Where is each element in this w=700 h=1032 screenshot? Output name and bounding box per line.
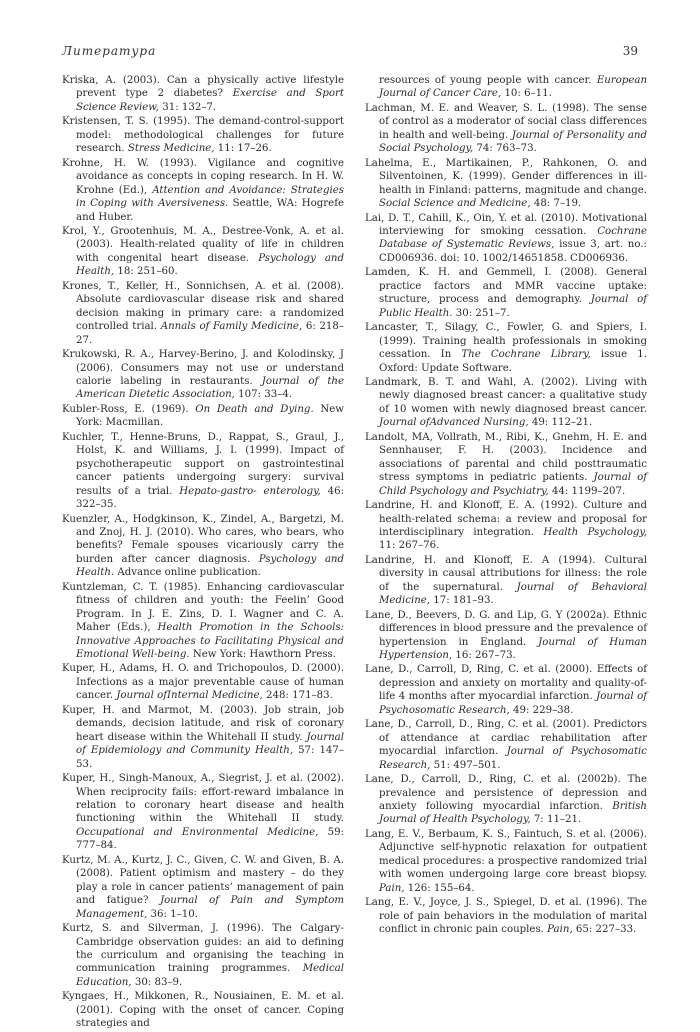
reference-details: issue 3, art. no.: CD006936. doi: 10. 1002/14651858. CD006936. [379,239,647,264]
reference-text: Kuper, H., Adams, H. O. and Trichopoulos, D. (2000). Infections as a major preventable cause of human cancer. [62,663,344,702]
reference-text: Lane, D., Carroll, D., Ring, C. et al. (2002b). The prevalence and persistence of depression and anxiety following myocardial infarction. [365,774,647,813]
reference-columns [62,74,647,1032]
reference-details: 31: 132–7. [159,101,217,113]
reference-source: Attention and Avoidance: Strategies in Coping with Aversiveness. [76,184,344,210]
reference-entry [365,718,647,772]
reference-source: The Cochrane Library, [461,349,591,361]
reference-source: Journal of Pain and Symptom Management, [76,895,345,920]
reference-entry [365,376,647,430]
reference-source: Journal of the American Dietetic Association, [76,375,344,401]
reference-entry [62,662,344,702]
reference-details: 36: 1–10. [147,908,198,920]
reference-text: Krukowski, R. A., Harvey-Berino, J. and Kolodinsky, J (2006). Consumers may not use or understand calorie labeling in restaurants. [62,349,344,387]
reference-text: Kubler-Ross, E. (1969). [62,403,196,415]
reference-text: Kuenzler, A., Hodgkinson, K., Zindel, A., Bargetzi, M. and Znoj, H. J. (2010). Who cares, who bears, who benefits? Female spouses vicariously carry the burden after cancer diagnosis. [62,513,344,565]
reference-entry [62,74,344,114]
reference-entry [62,513,344,580]
reference-entry [62,348,344,402]
reference-entry [62,225,344,279]
reference-entry [62,922,344,989]
reference-source: Annals of Family Medicine, [160,321,303,333]
reference-entry [62,704,344,771]
reference-source: Hepato-gastro- enterology, [179,485,321,497]
reference-column-left [62,74,344,1032]
reference-text: resources of young people with cancer. [379,75,597,86]
reference-column-right [365,74,647,1032]
reference-details: 44: 1199–207. [548,485,626,497]
reference-details: 46: 322–35. [76,485,344,511]
reference-source: Occupational and Environmental Medicine, [76,826,319,838]
reference-entry [62,157,344,224]
reference-source: Journal of Psychosomatic Research, [379,691,647,716]
reference-entry [365,663,647,717]
reference-text: Lane, D., Carroll, D, Ring, C. et al. (2000). Effects of depression and anxiety on mortality and quality-of-life 4 months after myocardial infarction. [365,664,647,703]
reference-entry [365,499,647,553]
reference-source: On Death and Dying. [195,403,314,415]
reference-entry [365,773,647,827]
reference-details: 16: 267–73. [452,650,516,662]
reference-source: Pain, [379,882,405,894]
reference-text: Krones, T., Keller, H., Sonnichsen, A. et al. (2008). Absolute cardiovascular disease risk and shared decision making in primary care: a randomized controlled trial. [62,280,344,333]
reference-text: Lahelma, E., Martikainen, P., Rahkonen, O. and Silventoinen, K. (1999). Gender differences in ill-health in Finland: patterns, magnitude and change. [365,157,647,196]
reference-details: 30: 251–7. [452,307,510,319]
reference-source: Journal of Public Health. [379,294,648,319]
reference-text: Lancaster, T., Silagy, C., Fowler, G. and Spiers, I. (1999). Training health professionals in smoking cessation. In [365,322,647,361]
reference-text: Lai, D. T., Cahill, K., Oin, Y. et al. (2010). Motivational interviewing for smoking cessation. [365,212,647,237]
reference-source: Health Promotion in the Schools: Innovative Approaches to Facilitating Physical and Emotional Well-being. [76,622,344,661]
reference-details: Advance online publication. [114,567,261,579]
reference-source: Stress Medicine, [127,143,215,155]
reference-details: 11: 17–26. [214,143,272,155]
reference-details: 74: 763–73. [473,143,537,155]
reference-source: Psychology and Health. [76,553,344,579]
reference-text: Kyngaes, H., Mikkonen, R., Nousiainen, E. M. et al. (2001). Coping with the onset of cancer. Coping strategies and [62,991,344,1030]
reference-details: 65: 227–33. [572,924,637,936]
reference-text: Lang, E. V., Joyce, J. S., Spiegel, D. et al. (1996). The role of pain behaviors in the modulation of marital conflict in chronic pain couples. [365,897,647,936]
reference-entry [365,431,647,498]
running-head [62,44,638,58]
running-title: Литература [62,44,157,58]
reference-text: Landrine, H. and Klonoff, E. A. (1992). Culture and health-related schema: a review and proposal for interdisciplinary integration. [365,500,647,538]
reference-details: issue 1. Oxford: Update Software. [379,349,647,374]
reference-entry [365,102,647,156]
reference-source: Journal ofAdvanced Nursing, [379,417,529,429]
reference-details: 49: 112–21. [528,417,593,429]
reference-details: 30: 83–9. [131,976,183,988]
reference-source: Health Psychology, [543,526,647,538]
reference-source: Journal of Psychosomatic Research, [379,746,648,771]
reference-text: Kurtz, M. A., Kurtz, J. C., Given, C. W. and Given, B. A. (2008). Patient optimism and mastery – do they play a role in cancer patients’ management of pain and fatigue? [62,854,344,907]
reference-entry [365,266,647,320]
reference-entry [365,896,647,936]
reference-entry [62,403,344,430]
reference-text: Landrine, H. and Klonoff, E. A (1994). Cultural diversity in causal attributions for illness: the role of the supernatural. [365,554,647,593]
reference-text: Krohne, H. W. (1993). Vigilance and cognitive avoidance as concepts in coping research. In H. W. Krohne (Ed.), [62,157,344,196]
reference-text: Kuchler, T., Henne-Bruns, D., Rappat, S., Graul, J., Holst, K. and Williams, J. I. (1999). Impact of psychotherapeutic support on gastrointestinal cancer patients undergoing surgery: survival results of a trial. [62,431,344,497]
reference-source: Journal of Child Psychology and Psychiatry, [379,472,648,497]
reference-source: Journal of Epidemiology and Community Health, [76,731,344,757]
reference-source: Journal of Personality and Social Psychology, [379,129,647,155]
reference-source: Journal ofInternal Medicine, [116,690,263,702]
reference-entry [62,854,344,921]
reference-text: Lamden, K. H. and Gemmell, I. (2008). General practice factors and MMR vaccine uptake: structure, process and demography. [365,267,647,306]
reference-details: 57: 147–53. [76,745,344,770]
reference-text: Kuntzleman, C. T. (1985). Enhancing cardiovascular fitness of children and youth: the Feelin’ Good Program. In J. E. Zins, D. I. Wagner and C. A. Maher (Eds.), [62,581,344,634]
reference-source: Pain, [547,924,573,936]
reference-entry [62,431,344,512]
reference-entry [365,828,647,895]
reference-details: 248: 171–83. [262,690,333,702]
reference-text: Kuper, H., Singh-Manoux, A., Siegrist, J. et al. (2002). When reciprocity fails: effort-reward imbalance in relation to coronary heart disease and health functioning within the Whitehall II study. [62,773,344,825]
reference-text: Lachman, M. E. and Weaver, S. L. (1998). The sense of control as a moderator of social class differences in health and well-being. [365,102,647,141]
reference-source: Journal of Human Hypertension, [379,636,647,662]
reference-text: Kriska, A. (2003). Can a physically active lifestyle prevent type 2 diabetes? [62,75,344,100]
reference-details: 51: 497–501. [430,759,501,771]
reference-details: 126: 155–64. [404,882,475,894]
reference-entry [62,115,344,155]
reference-text: Lane, D., Carroll, D., Ring, C. et al. (2001). Predictors of attendance at cardiac rehabilitation after myocardial infarction. [365,719,647,758]
reference-source: Social Science and Medicine, [379,198,531,210]
reference-details: 6: 218–27. [76,321,344,346]
reference-entry [365,157,647,211]
reference-entry [62,772,344,853]
reference-entry [62,280,344,347]
reference-text: Kurtz, S. and Silverman, J. (1996). The Calgary-Cambridge observation guides: an aid to defining the curriculum and organising the teaching in communication training programmes. [62,923,344,975]
reference-details: 7: 11–21. [530,814,582,826]
reference-text: Lang, E. V., Berbaum, K. S., Faintuch, S. et al. (2006). Adjunctive self-hypnotic relaxation for outpatient medical procedures: a prospective randomized trial with women undergoing large core breast biopsy. [365,828,647,881]
reference-source: British Journal of Health Psychology, [379,801,647,826]
reference-text: Kristensen, T. S. (1995). The demand-control-support model: methodological challenges for future research. [62,116,344,155]
reference-details: 48: 7–19. [530,198,582,210]
reference-entry [365,212,647,266]
reference-details: New York: Hawthorn Press. [189,649,337,661]
reference-details: 18: 251–60. [114,266,178,278]
reference-entry [365,321,647,375]
reference-text: Landolt, MA, Vollrath, M., Ribi, K., Gnehm, H. E. and Sennhauser, F. H. (2003). Incidence and associations of parental and child posttraumatic stress symptoms in pediatric patients. [365,431,647,484]
reference-text: Kuper, H. and Marmot, M. (2003). Job strain, job demands, decision latitude, and risk of coronary heart disease within the Whitehall II study. [62,704,344,743]
reference-details: 10: 6–11. [501,88,552,100]
reference-source: Exercise and Sport Science Review, [76,88,344,113]
reference-source: Journal of Behavioral Medicine, [379,581,647,607]
reference-source: Medical Education, [76,963,344,988]
reference-text: Krol, Y., Grootenhuis, M. A., Destree-Vonk, A. et al. (2003). Health-related quality of life in children with congenital heart disease. [62,225,344,264]
reference-details: 59: 777–84. [76,826,344,852]
reference-entry [62,990,344,1030]
reference-details: New York: Macmillan. [76,403,345,429]
reference-text: Lane, D., Beevers, D. G. and Lip, G. Y (2002a). Ethnic differences in blood pressure and the prevalence of hypertension in England. [365,609,647,648]
reference-entry [62,581,344,662]
reference-details: 11: 267–76. [379,540,440,552]
reference-source: Cochrane Database of Systematic Reviews, [379,225,647,251]
reference-details: Seattle, WA: Hogrefe and Huber. [76,198,344,223]
page-number: 39 [622,44,638,58]
reference-entry [365,609,647,663]
reference-entry [365,74,647,101]
reference-details: 49: 229–38. [509,704,574,716]
reference-entry [365,554,647,608]
reference-details: 17: 181–93. [430,595,494,607]
reference-text: Landmark, B. T. and Wahl, A. (2002). Living with newly diagnosed breast cancer: a qualitative study of 10 women with newly diagnosed breast cancer. [365,376,647,415]
reference-details: 107: 33–4. [234,389,293,401]
reference-source: European Journal of Cancer Care, [379,75,647,100]
reference-source: Psychology and Health, [76,252,345,278]
